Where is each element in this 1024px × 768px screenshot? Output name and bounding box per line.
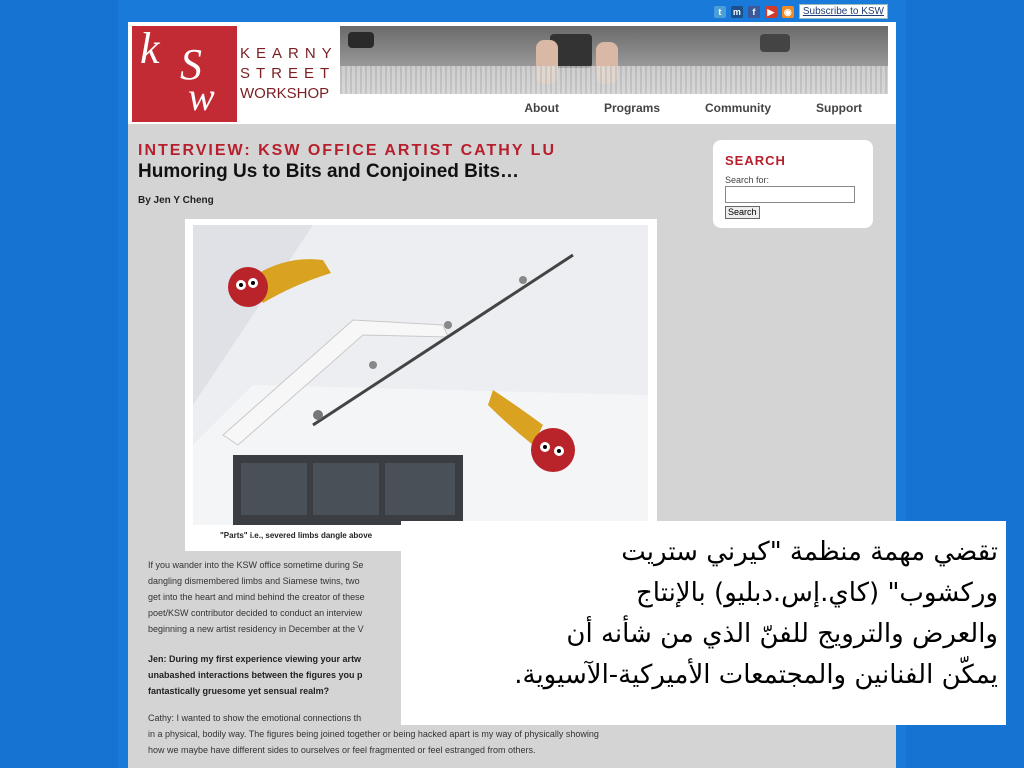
arabic-line: والعرض والترويج للفنّ الذي من شأنه أن	[566, 619, 998, 649]
article-title: Humoring Us to Bits and Conjoined Bits…	[138, 161, 520, 182]
article-byline: By Jen Y Cheng	[138, 195, 214, 206]
intro-line: dangling dismembered limbs and Siamese twins, two	[148, 576, 360, 586]
gallery-photo-illustration	[193, 225, 648, 525]
header-banner-photo	[340, 26, 888, 94]
nav-support[interactable]: Support	[816, 101, 862, 115]
search-widget	[713, 140, 873, 228]
answer-line: in a physical, bodily way. The figures being joined together or being hacked apart is my way of physically showing	[148, 729, 599, 739]
myspace-icon[interactable]: m	[732, 6, 741, 17]
article-photo-frame	[185, 219, 657, 551]
article-photo[interactable]	[193, 225, 648, 525]
nav-programs[interactable]: Programs	[603, 101, 660, 115]
search-title: SEARCH	[725, 153, 786, 168]
question-line: unabashed interactions between the figures you p	[148, 670, 363, 680]
logo-letter-s: S	[180, 40, 202, 89]
logo-letter-k: k	[140, 24, 160, 73]
nav-community[interactable]: Community	[705, 101, 771, 115]
main-nav	[340, 94, 888, 122]
intro-line: get into the heart and mind behind the creator of these	[148, 592, 365, 602]
twitter-icon[interactable]: t	[714, 6, 726, 18]
answer-line: how we maybe have different sides to ourselves or feel fragmented or feel estranged from others.	[148, 745, 536, 755]
arabic-line: تقضي مهمة منظمة "كيرني ستريت	[621, 537, 998, 567]
answer-line: Cathy: I wanted to show the emotional connections th	[148, 713, 362, 723]
question-line: fantastically gruesome yet sensual realm?	[148, 686, 330, 696]
nav-about[interactable]: About	[524, 101, 559, 115]
intro-line: poet/KSW contributor decided to conduct an interview	[148, 608, 363, 618]
logo-wordmark[interactable]	[240, 44, 338, 104]
arabic-text-overlay	[401, 521, 1006, 725]
arabic-line: يمكّن الفنانين والمجتمعات الأميركية-الآسيوية.	[514, 660, 998, 690]
intro-line: beginning a new artist residency in December at the V	[148, 624, 364, 634]
arabic-mission-text	[401, 521, 1006, 696]
search-label: Search for:	[725, 175, 770, 185]
question-line: Jen: During my first experience viewing your artw	[148, 654, 362, 664]
subscribe-link[interactable]: Subscribe to KSW	[799, 4, 888, 19]
header	[128, 22, 896, 124]
search-input[interactable]	[725, 186, 855, 203]
social-links	[714, 4, 888, 19]
top-bar	[118, 0, 906, 22]
logo-letter-w: w	[188, 74, 215, 119]
facebook-icon[interactable]: f	[748, 6, 760, 18]
youtube-icon[interactable]: ▶	[765, 6, 777, 18]
arabic-line: وركشوب" (كاي.إس.دبليو) بالإنتاج	[636, 578, 998, 608]
logo-line-street: STREET	[240, 65, 336, 82]
rss-icon[interactable]: ◉	[782, 6, 794, 18]
ksw-logo[interactable]	[132, 26, 237, 122]
logo-line-workshop: WORKSHOP	[240, 85, 330, 102]
photo-caption: "Parts" i.e., severed limbs dangle above	[220, 531, 373, 540]
article-kicker[interactable]: INTERVIEW: KSW OFFICE ARTIST CATHY LU	[138, 142, 556, 159]
search-button[interactable]: Search	[725, 206, 760, 219]
logo-line-kearny: KEARNY	[240, 45, 338, 62]
intro-line: If you wander into the KSW office sometime during Se	[148, 560, 364, 570]
